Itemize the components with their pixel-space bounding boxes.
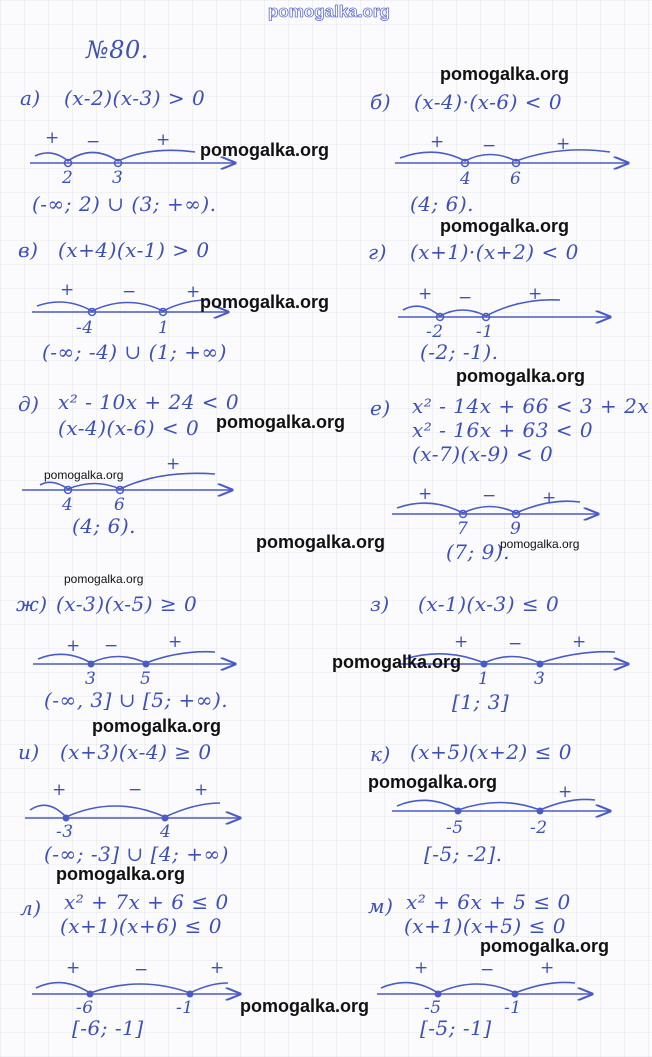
- sign-a-3: +: [156, 130, 171, 150]
- expr-a: (x-2)(x-3) > 0: [64, 86, 206, 110]
- sign-l-2: −: [134, 960, 149, 980]
- label-g: г): [368, 240, 387, 264]
- expr-v: (x+4)(x-1) > 0: [58, 238, 210, 262]
- arc-m: [381, 982, 575, 993]
- sign-m-1: +: [414, 958, 429, 978]
- answer-e: (7; 9).: [446, 540, 511, 564]
- expr-b: (x-4)·(x-6) < 0: [414, 90, 563, 114]
- label-b: б): [370, 90, 392, 114]
- point-e-2: 9: [510, 519, 522, 539]
- expr-d-2: (x-4)(x-6) < 0: [58, 416, 200, 440]
- answer-v: (-∞; -4) ∪ (1; +∞): [42, 340, 227, 364]
- point-m-2: -1: [504, 998, 522, 1018]
- sign-zh-1: +: [66, 636, 81, 656]
- watermark: pomogalka.org: [200, 292, 330, 312]
- expr-l-2: (x+1)(x+6) ≤ 0: [60, 914, 222, 938]
- sign-v-3: +: [186, 282, 201, 302]
- answer-zh: (-∞, 3] ∪ [5; +∞).: [44, 688, 229, 712]
- sign-zh-2: −: [104, 636, 119, 656]
- expr-e: x² - 14x + 66 < 3 + 2x: [412, 394, 650, 418]
- point-z-2: 3: [534, 669, 546, 689]
- label-v: в): [18, 238, 39, 262]
- point-v-2: 1: [158, 318, 170, 338]
- point-a-1: 2: [62, 168, 74, 188]
- watermark: pomogalka.org: [92, 716, 222, 736]
- label-z: з): [370, 592, 390, 616]
- sign-m-3: +: [540, 958, 555, 978]
- sign-i-1: +: [52, 780, 67, 800]
- answer-d: (4; 6).: [72, 514, 137, 538]
- point-d-2: 6: [114, 495, 126, 515]
- label-l: л): [20, 896, 42, 920]
- point-g-1: -2: [426, 322, 444, 342]
- watermark: pomogalka.org: [200, 140, 330, 160]
- sign-b-1: +: [430, 132, 445, 152]
- watermark: pomogalka.org: [440, 216, 570, 236]
- sign-m-2: −: [480, 960, 495, 980]
- expr-e-2: x² - 16x + 63 < 0: [412, 418, 594, 442]
- sign-d-1: +: [166, 454, 181, 474]
- sign-b-2: −: [482, 136, 497, 156]
- sign-g-3: +: [528, 284, 543, 304]
- label-d: д): [18, 392, 40, 416]
- label-a: а): [20, 86, 41, 110]
- watermark: pomogalka.org: [500, 537, 580, 551]
- expr-i: (x+3)(x-4) ≥ 0: [60, 740, 212, 764]
- expr-e-3: (x-7)(x-9) < 0: [412, 442, 554, 466]
- watermark: pomogalka.org: [256, 532, 386, 552]
- label-e: е): [370, 396, 391, 420]
- sign-a-1: +: [45, 128, 60, 148]
- point-l-2: -1: [176, 998, 194, 1018]
- sign-g-2: −: [458, 288, 473, 308]
- sign-e-1: +: [418, 484, 433, 504]
- answer-l: [-6; -1]: [72, 1016, 144, 1040]
- watermark: pomogalka.org: [368, 772, 498, 792]
- arc-i: [30, 803, 220, 817]
- arc-a: [35, 150, 195, 161]
- watermark: pomogalka.org: [480, 936, 610, 956]
- sign-zh-3: +: [168, 632, 183, 652]
- task-number: №80.: [86, 36, 149, 64]
- label-zh: ж): [16, 592, 48, 616]
- sign-b-3: +: [556, 134, 571, 154]
- watermark: pomogalka.org: [440, 64, 570, 84]
- expr-k: (x+5)(x+2) ≤ 0: [410, 740, 572, 764]
- sign-e-3: +: [542, 488, 557, 508]
- label-m: м): [368, 894, 394, 918]
- point-k-1: -5: [446, 818, 464, 838]
- expr-m-2: (x+1)(x+5) ≤ 0: [404, 914, 566, 938]
- sign-k-1: +: [558, 782, 573, 802]
- sign-l-1: +: [66, 958, 81, 978]
- point-zh-1: 3: [85, 669, 97, 689]
- watermark: pomogalka.org: [56, 864, 186, 884]
- site-header[interactable]: pomogalka.org: [268, 2, 390, 21]
- sign-z-1: +: [454, 632, 469, 652]
- answer-b: (4; 6).: [410, 192, 475, 216]
- sign-z-2: −: [508, 634, 523, 654]
- sign-a-2: −: [86, 132, 101, 152]
- label-i: и): [18, 740, 40, 764]
- label-k: к): [370, 742, 391, 766]
- answer-k: [-5; -2].: [424, 842, 503, 866]
- sign-v-1: +: [60, 280, 75, 300]
- answer-m: [-5; -1]: [420, 1016, 492, 1040]
- answer-g: (-2; -1).: [420, 340, 499, 364]
- sign-i-2: −: [128, 780, 143, 800]
- watermark: pomogalka.org: [64, 572, 144, 586]
- sign-l-3: +: [210, 958, 225, 978]
- sign-i-3: +: [194, 780, 209, 800]
- watermark: pomogalka.org: [332, 652, 462, 672]
- point-k-2: -2: [530, 818, 548, 838]
- answer-i: (-∞; -3] ∪ [4; +∞): [44, 842, 229, 866]
- point-i-1: -3: [56, 822, 74, 842]
- expr-m: x² + 6x + 5 ≤ 0: [406, 890, 571, 914]
- point-v-1: -4: [76, 318, 94, 338]
- expr-g: (x+1)·(x+2) < 0: [410, 240, 579, 264]
- point-z-1: 1: [478, 669, 490, 689]
- expr-d: x² - 10x + 24 < 0: [58, 390, 240, 414]
- sign-g-1: +: [418, 284, 433, 304]
- point-b-2: 6: [510, 169, 522, 189]
- sign-e-2: −: [482, 486, 497, 506]
- watermark: pomogalka.org: [44, 468, 124, 482]
- sign-v-2: −: [122, 282, 137, 302]
- expr-zh: (x-3)(x-5) ≥ 0: [56, 592, 198, 616]
- expr-z: (x-1)(x-3) ≤ 0: [418, 592, 560, 616]
- expr-l: x² + 7x + 6 ≤ 0: [64, 890, 229, 914]
- point-d-1: 4: [62, 495, 74, 515]
- point-zh-2: 5: [140, 669, 152, 689]
- point-g-2: -1: [476, 322, 494, 342]
- sign-z-3: +: [572, 632, 587, 652]
- arc-zh: [38, 652, 215, 663]
- point-e-1: 7: [457, 519, 469, 539]
- answer-a: (-∞; 2) ∪ (3; +∞).: [32, 192, 217, 216]
- watermark: pomogalka.org: [240, 996, 370, 1016]
- watermark: pomogalka.org: [456, 366, 586, 386]
- watermark: pomogalka.org: [216, 412, 346, 432]
- point-l-1: -6: [76, 998, 94, 1018]
- answer-z: [1; 3]: [452, 690, 510, 714]
- point-i-2: 4: [160, 822, 172, 842]
- point-m-1: -5: [424, 998, 442, 1018]
- arc-l: [36, 983, 228, 993]
- point-a-2: 3: [112, 168, 124, 188]
- point-b-1: 4: [460, 169, 472, 189]
